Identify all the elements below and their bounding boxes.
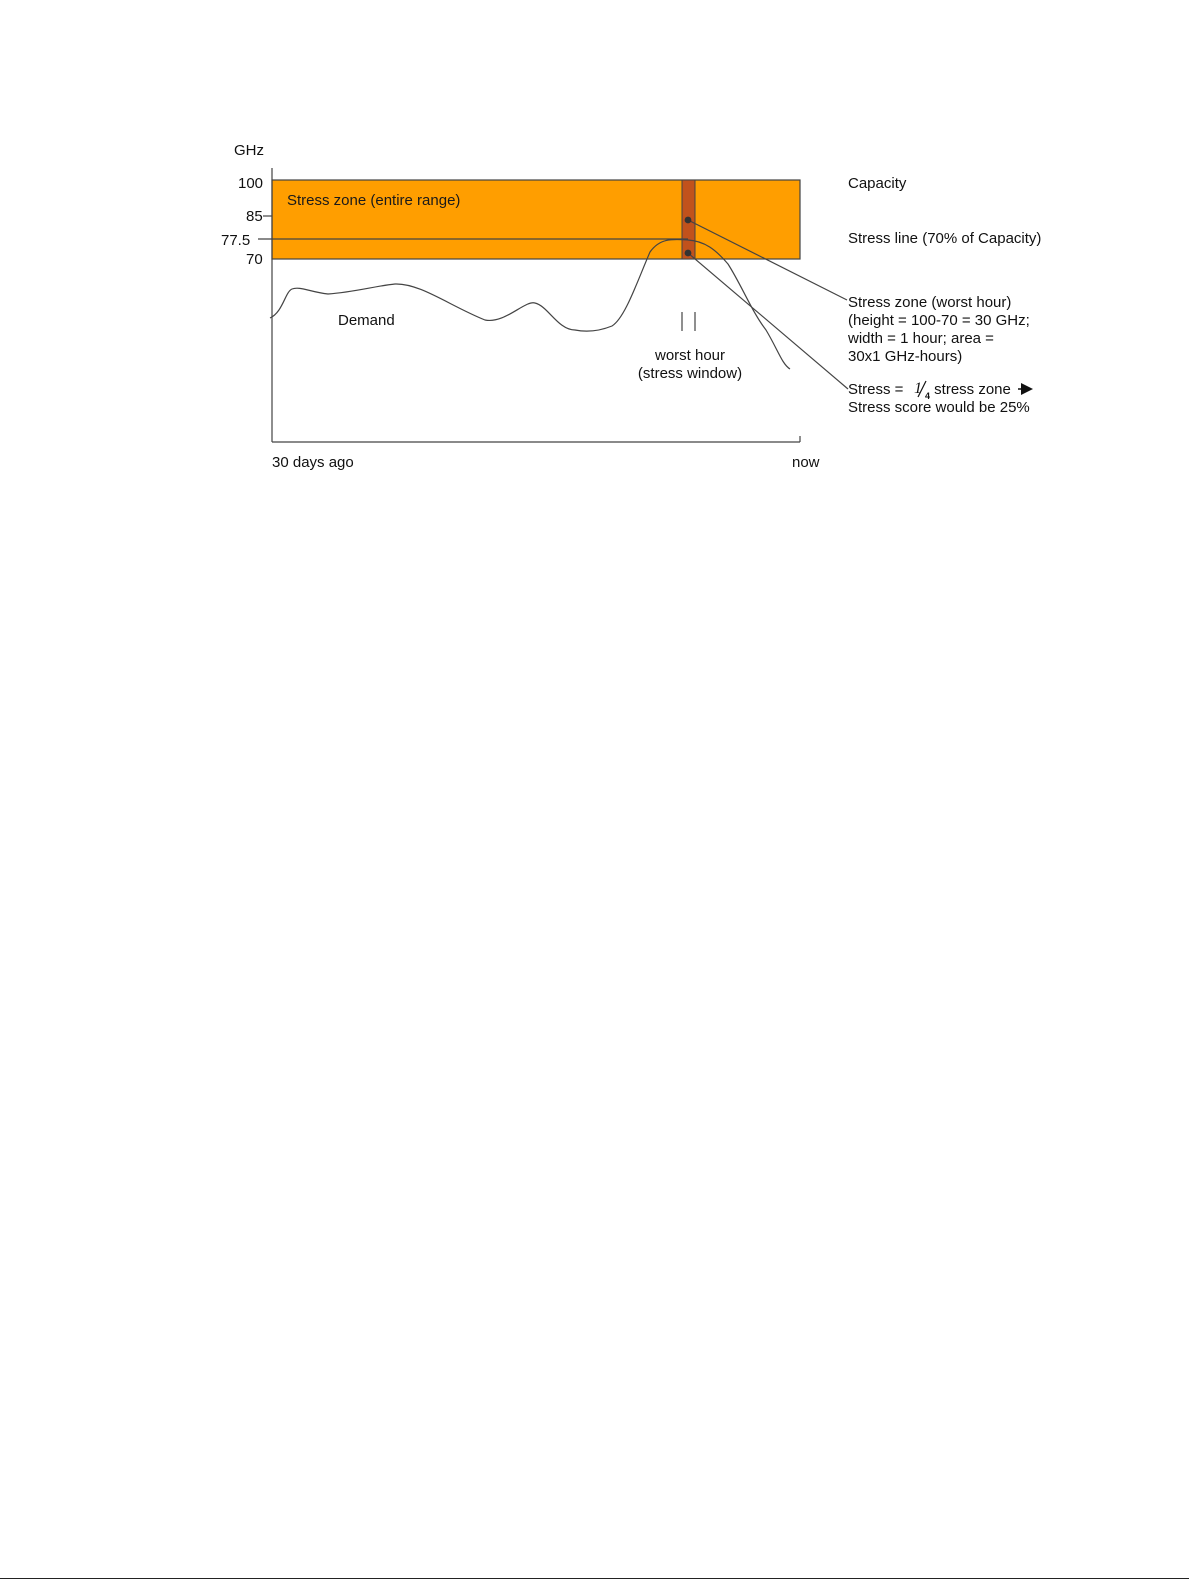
worst-hour-zone-area: 30x1 GHz-hours) — [848, 348, 963, 365]
stress-suffix: stress zone — [930, 381, 1011, 398]
worst-hour-zone-dot — [685, 217, 692, 224]
stress-line-label: Stress line (70% of Capacity) — [848, 230, 1042, 247]
capacity-label: Capacity — [848, 175, 907, 192]
stress-zone-entire-range-label: Stress zone (entire range) — [287, 192, 461, 209]
stress-dot — [685, 250, 692, 257]
stress-prefix: Stress = — [848, 381, 908, 398]
stress-window-label: (stress window) — [637, 365, 743, 382]
worst-hour-zone-title: Stress zone (worst hour) — [848, 294, 1012, 311]
worst-hour-zone-height: (height = 100-70 = 30 GHz; — [848, 312, 1030, 329]
x-end-label: now — [792, 454, 820, 471]
stress-fraction-denominator: 4 — [925, 391, 931, 401]
y-tick-77-5: 77.5 — [221, 232, 251, 249]
worst-hour-label: worst hour — [654, 347, 726, 364]
demand-label: Demand — [338, 312, 395, 329]
footer-rule — [0, 1578, 1189, 1579]
y-tick-100: 100 — [238, 175, 264, 192]
stress-score-label: Stress score would be 25% — [848, 399, 1030, 416]
worst-hour-zone-width: width = 1 hour; area = — [848, 330, 994, 347]
x-start-label: 30 days ago — [272, 454, 354, 471]
stress-fraction-numerator: 1 — [914, 380, 922, 397]
y-tick-85: 85 — [246, 208, 263, 225]
y-axis-unit: GHz — [234, 142, 264, 159]
y-tick-70: 70 — [246, 251, 263, 268]
